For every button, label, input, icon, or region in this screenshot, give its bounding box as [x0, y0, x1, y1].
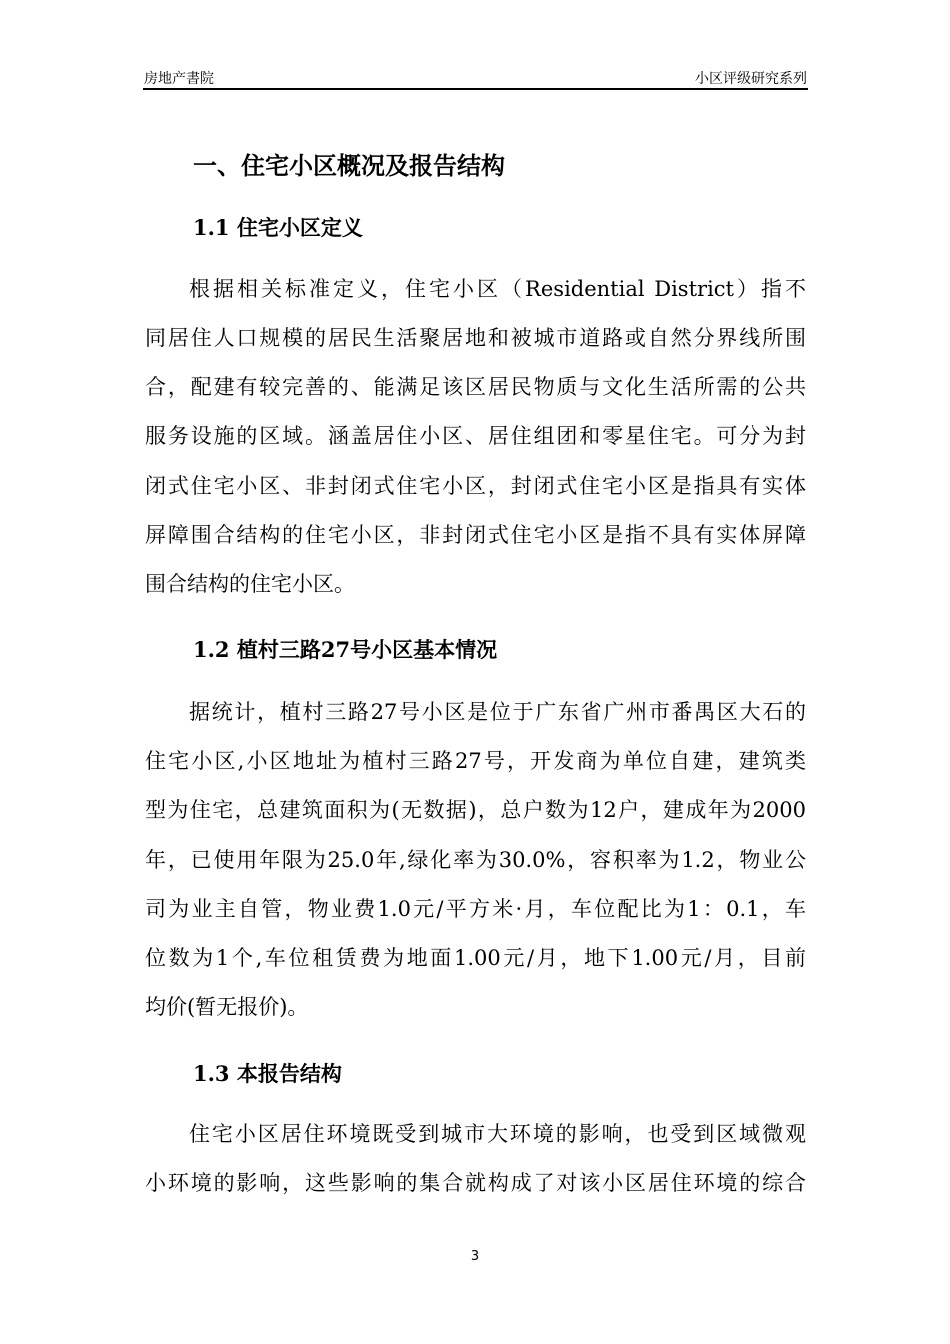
section-heading: 1.2 植村三路27号小区基本情况 — [193, 637, 498, 662]
paragraph-line: 住宅小区,小区地址为植村三路27号，开发商为单位自建，建筑类 — [145, 749, 806, 773]
paragraph-line: 年，已使用年限为25.0年,绿化率为30.0%，容积率为1.2，物业公 — [145, 848, 806, 872]
paragraph-line: 屏障围合结构的住宅小区，非封闭式住宅小区是指不具有实体屏障 — [145, 523, 806, 547]
paragraph-line: 位数为1个,车位租赁费为地面1.00元/月，地下1.00元/月，目前 — [145, 946, 806, 970]
paragraph-line: 服务设施的区域。涵盖居住小区、居住组团和零星住宅。可分为封 — [145, 424, 806, 448]
paragraph-line: 围合结构的住宅小区。 — [145, 572, 355, 596]
paragraph-line: 同居住人口规模的居民生活聚居地和被城市道路或自然分界线所围 — [145, 326, 806, 350]
paragraph-line: 小环境的影响，这些影响的集合就构成了对该小区居住环境的综合 — [145, 1171, 806, 1195]
paragraph-line: 均价(暂无报价)。 — [145, 995, 309, 1019]
header-left: 房地产書院 — [144, 71, 214, 87]
paragraph-line: 司为业主自管，物业费1.0元/平方米·月，车位配比为1：0.1，车 — [145, 897, 806, 921]
page-number: 3 — [470, 1249, 480, 1264]
section-heading: 1.3 本报告结构 — [193, 1061, 342, 1086]
paragraph-line: 合，配建有较完善的、能满足该区居民物质与文化生活所需的公共 — [145, 375, 806, 399]
paragraph-line: 据统计，植村三路27号小区是位于广东省广州市番禺区大石的 — [189, 700, 806, 724]
paragraph-line: 根据相关标准定义，住宅小区（Residential District）指不 — [189, 277, 806, 301]
paragraph-line: 住宅小区居住环境既受到城市大环境的影响，也受到区域微观 — [189, 1122, 806, 1146]
chapter-heading: 一、住宅小区概况及报告结构 — [193, 151, 505, 180]
section-heading: 1.1 住宅小区定义 — [193, 215, 363, 240]
paragraph-line: 闭式住宅小区、非封闭式住宅小区，封闭式住宅小区是指具有实体 — [145, 474, 806, 498]
paragraph-line: 型为住宅，总建筑面积为(无数据)，总户数为12户，建成年为2000 — [145, 798, 806, 822]
header-right: 小区评级研究系列 — [695, 71, 807, 87]
header-rule — [143, 88, 808, 90]
